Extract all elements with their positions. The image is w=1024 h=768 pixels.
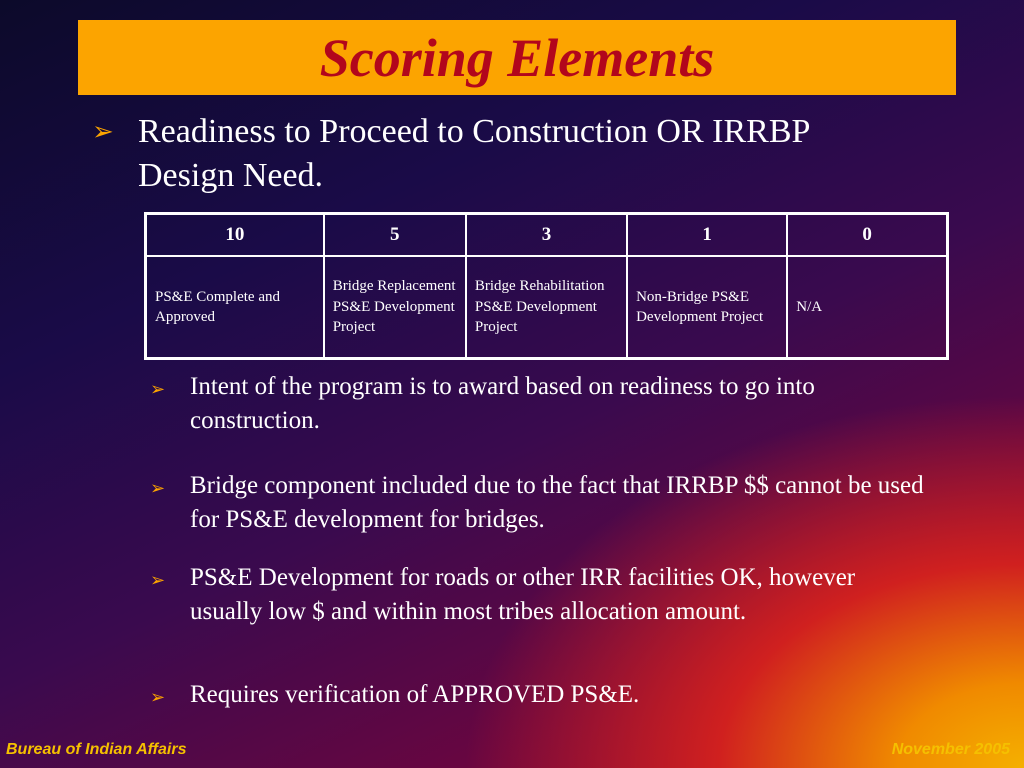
scoring-table xyxy=(144,212,949,360)
table-header-row xyxy=(146,214,948,257)
table-cell: N/A xyxy=(787,256,947,359)
slide-title: Scoring Elements xyxy=(319,27,715,88)
main-bullet-text: Readiness to Proceed to Construction OR IRRBP Design Need. xyxy=(138,113,810,194)
sub-bullet-text: Intent of the program is to award based on readiness to go into construction. xyxy=(190,373,815,434)
header-cell: 3 xyxy=(466,214,627,257)
arrow-bullet-icon: ➢ xyxy=(150,478,166,498)
table-cell: Bridge Rehabilitation PS&E Development Project xyxy=(466,256,627,359)
table-cell: PS&E Complete and Approved xyxy=(146,256,324,359)
header-cell: 1 xyxy=(627,214,787,257)
arrow-bullet-icon: ➢ xyxy=(150,570,166,590)
table-cell: Bridge Replacement PS&E Development Project xyxy=(324,256,466,359)
table-row xyxy=(146,256,948,359)
arrow-bullet-icon: ➢ xyxy=(150,687,166,707)
header-cell: 5 xyxy=(324,214,466,257)
sub-bullet-text: Bridge component included due to the fact that IRRBP $$ cannot be used for PS&E development for bridges. xyxy=(190,472,924,533)
sub-bullet-text: Requires verification of APPROVED PS&E. xyxy=(190,681,640,708)
header-cell: 0 xyxy=(787,214,947,257)
sub-bullet-text: PS&E Development for roads or other IRR facilities OK, however usually low $ and within most tribes allocation amount. xyxy=(190,564,856,625)
arrow-bullet-icon: ➢ xyxy=(150,379,166,399)
table-cell: Non-Bridge PS&E Development Project xyxy=(627,256,787,359)
title-bar xyxy=(78,20,956,95)
footer-organization: Bureau of Indian Affairs xyxy=(6,741,187,758)
header-cell: 10 xyxy=(146,214,324,257)
arrow-bullet-icon: ➢ xyxy=(92,117,114,146)
footer-date: November 2005 xyxy=(891,741,1010,758)
